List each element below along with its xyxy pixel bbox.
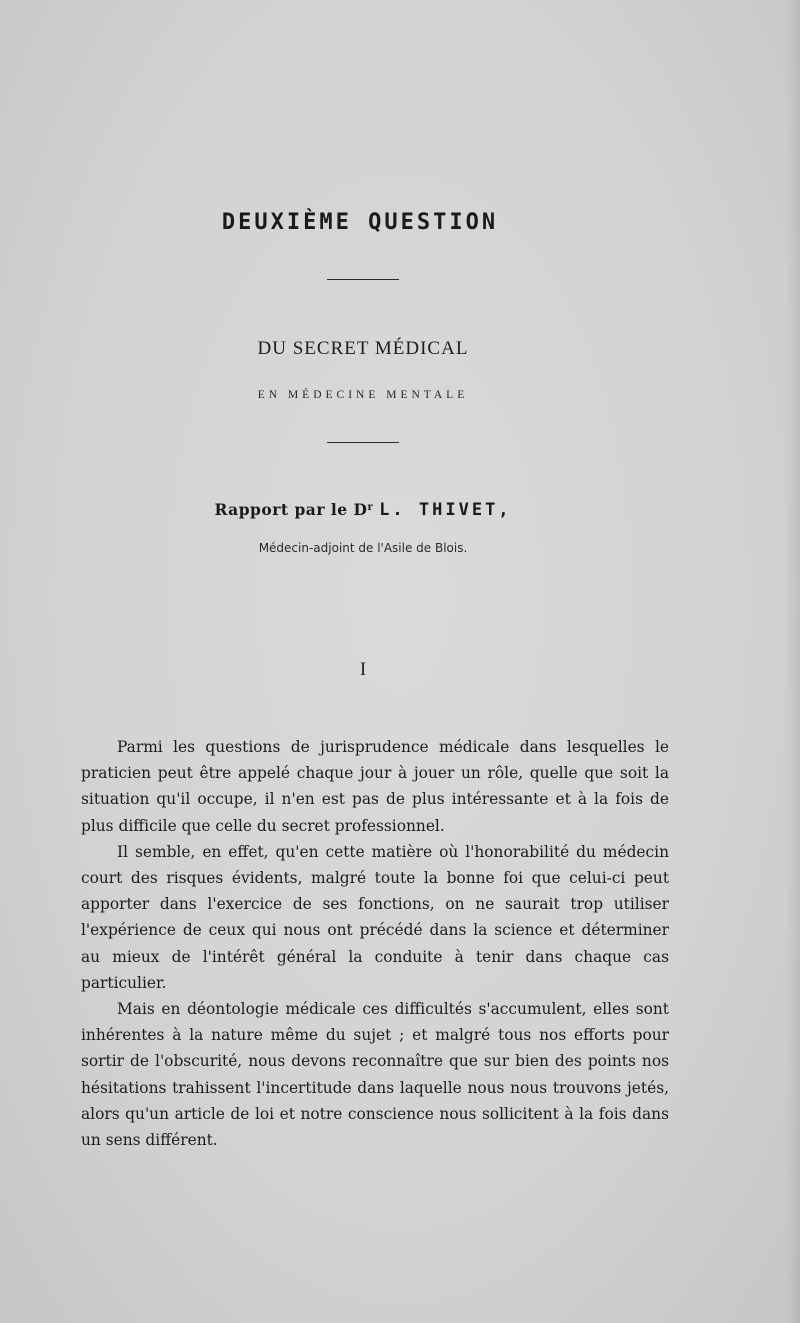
- page-spine-shadow: [786, 0, 800, 1323]
- author-prefix: Rapport par le D: [214, 500, 368, 519]
- paragraph: Mais en déontologie médicale ces difficultés s'accumulent, elles sont inhérentes à la nature même du sujet ; et malgré tous nos efforts pour sortir de l'obscurité, nous devons reconnaître que sur bien des points nos hésitations trahissent l'incertitude dans laquelle nous nous trouvons jetés, alors qu'un article de loi et notre conscience nous sollicitent à la fois dans un sens différent.: [81, 1000, 669, 1150]
- separator-rule: [327, 442, 399, 443]
- author-degree: r: [367, 502, 374, 513]
- paragraph: Parmi les questions de jurisprudence médicale dans lesquelles le praticien peut être appelé chaque jour à jouer un rôle, quelle que soit la situation qu'il occupe, il n'en est pas de plus intéressante et à la fois de plus difficile que celle du secret professionnel.: [81, 738, 669, 835]
- separator-rule: [327, 279, 399, 280]
- chapter-subtitle: DU SECRET MÉDICAL: [257, 338, 469, 359]
- author-affiliation: Médecin-adjoint de l'Asile de Blois.: [258, 541, 468, 555]
- section-numeral: I: [359, 659, 367, 680]
- author-name: L. THIVET,: [379, 500, 512, 520]
- chapter-subtitle-secondary: EN MÉDECINE MENTALE: [257, 389, 469, 401]
- body-text: [81, 734, 669, 1153]
- paragraph: Il semble, en effet, qu'en cette matière où l'honorabilité du médecin court des risques évidents, malgré toute la bonne foi que celui-ci peut apporter dans l'exercice de ses fonctions, on ne saurait trop utiliser l'expérience de ceux qui nous ont précédé dans la science et déterminer au mieux de l'intérêt général la conduite à tenir dans chaque cas particulier.: [81, 842, 669, 992]
- author-line: [0, 500, 726, 520]
- question-title: DEUXIÈME QUESTION: [221, 210, 499, 235]
